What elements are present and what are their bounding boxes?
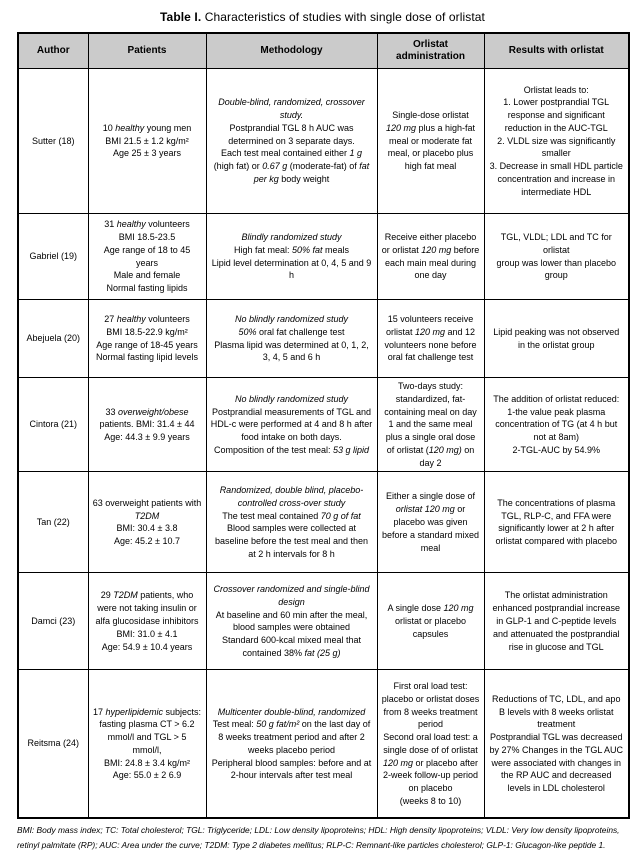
column-header-results: Results with orlistat — [484, 33, 629, 69]
cell-author: Reitsma (24) — [18, 670, 88, 819]
cell-administration: Receive either placebo or orlistat 120 mg before each main meal during one day — [377, 214, 484, 300]
cell-author: Tan (22) — [18, 472, 88, 573]
cell-patients: 31 healthy volunteers BMI 18.5-23.5 Age range of 18 to 45 years Male and female Normal fasting lipids — [88, 214, 206, 300]
table-row — [18, 573, 629, 670]
column-header-orlistat-administration: Orlistat administration — [377, 33, 484, 69]
cell-results: Lipid peaking was not observed in the orlistat group — [484, 300, 629, 378]
cell-patients: 63 overweight patients with T2DM BMI: 30.4 ± 3.8 Age: 45.2 ± 10.7 — [88, 472, 206, 573]
cell-patients: 17 hyperlipidemic subjects: fasting plasma CT > 6.2 mmol/l and TGL > 5 mmol/l, BMI: 24.8 ± 3.4 kg/m² Age: 55.0 ± 2 6.9 — [88, 670, 206, 819]
table-row — [18, 300, 629, 378]
table-row — [18, 378, 629, 472]
cell-author: Sutter (18) — [18, 69, 88, 214]
cell-methodology: Randomized, double blind, placebo-controlled cross-over study The test meal contained 70 g of fat Blood samples were collected at baseline before the test meal and then at 2 h intervals for 8 h — [206, 472, 377, 573]
table-header — [18, 33, 629, 69]
column-header-author: Author — [18, 33, 88, 69]
cell-methodology: No blindly randomized study 50% oral fat challenge test Plasma lipid was determined at 0, 1, 2, 3, 4, 5 and 6 h — [206, 300, 377, 378]
abbreviations-footnote: BMI: Body mass index; TC: Total cholesterol; TGL: Triglyceride; LDL: Low density lipoproteins; HDL: High density lipoproteins; VLDL: Very low density lipoproteins, retinyl palmitate (RP); AUC: Area under the curve; T2DM: Type 2 diabetes mellitus; RLP-C: Remnant-like particles cholesterol; GLP-1: Glucagon-like peptide 1. — [17, 825, 620, 851]
cell-author: Cintora (21) — [18, 378, 88, 472]
table-body — [18, 69, 629, 819]
cell-administration: First oral load test: placebo or orlistat doses from 8 weeks treatment period Second oral load test: a single dose of of orlistat 120 mg or placebo after 2-week follow-up period on placebo (weeks 8 to 10) — [377, 670, 484, 819]
cell-results: The addition of orlistat reduced: 1-the value peak plasma concentration of TG (at 4 h but not at 8am) 2-TGL-AUC by 54.9% — [484, 378, 629, 472]
column-header-patients: Patients — [88, 33, 206, 69]
cell-results: Reductions of TC, LDL, and apo B levels with 8 weeks orlistat treatment Postprandial TGL was decreased by 27% Changes in the TGL AUC were associated with changes in the RP AUC and decreased levels in LDL cholesterol — [484, 670, 629, 819]
cell-results: The concentrations of plasma TGL, RLP-C, and FFA were significantly lower at 2 h after orlistat compared with placebo — [484, 472, 629, 573]
cell-author: Damci (23) — [18, 573, 88, 670]
cell-patients: 27 healthy volunteers BMI 18.5-22.9 kg/m² Age range of 18-45 years Normal fasting lipid levels — [88, 300, 206, 378]
cell-author: Abejuela (20) — [18, 300, 88, 378]
column-header-methodology: Methodology — [206, 33, 377, 69]
cell-author: Gabriel (19) — [18, 214, 88, 300]
cell-administration: Either a single dose of orlistat 120 mg or placebo was given before a standard mixed meal — [377, 472, 484, 573]
table-row — [18, 472, 629, 573]
cell-methodology: No blindly randomized study Postprandial measurements of TGL and HDL-c were performed at 4 and 8 h after food intake on both days. Composition of the test meal: 53 g lipid — [206, 378, 377, 472]
cell-administration: 15 volunteers receive orlistat 120 mg and 12 volunteers none before oral fat challenge test — [377, 300, 484, 378]
table-title-label: Table I. — [160, 10, 202, 24]
studies-table — [17, 32, 630, 819]
table-row — [18, 670, 629, 819]
cell-patients: 10 healthy young men BMI 21.5 ± 1.2 kg/m² Age 25 ± 3 years — [88, 69, 206, 214]
cell-administration: Single-dose orlistat 120 mg plus a high-fat meal or moderate fat meal, or placebo plus high fat meal — [377, 69, 484, 214]
cell-results: TGL, VLDL; LDL and TC for orlistat group was lower than placebo group — [484, 214, 629, 300]
cell-methodology: Blindly randomized study High fat meal: 50% fat meals Lipid level determination at 0, 4, 5 and 9 h — [206, 214, 377, 300]
cell-administration: A single dose 120 mg orlistat or placebo capsules — [377, 573, 484, 670]
cell-results: Orlistat leads to: 1. Lower postprandial TGL response and significant reduction in the AUC-TGL 2. VLDL size was significantly smaller 3. Decrease in small HDL particle concentration and increase in intermediate HDL — [484, 69, 629, 214]
cell-methodology: Multicenter double-blind, randomized Test meal: 50 g fat/m² on the last day of 8 weeks treatment period and after 2 weeks placebo period Peripheral blood samples: before and at 2-hour intervals after test meal — [206, 670, 377, 819]
cell-patients: 33 overweight/obese patients. BMI: 31.4 ± 44 Age: 44.3 ± 9.9 years — [88, 378, 206, 472]
cell-administration: Two-days study: standardized, fat-containing meal on day 1 and the same meal plus a single oral dose of orlistat (120 mg) on day 2 — [377, 378, 484, 472]
table-title — [17, 10, 628, 24]
table-title-text: Characteristics of studies with single dose of orlistat — [201, 10, 485, 24]
table-row — [18, 214, 629, 300]
cell-patients: 29 T2DM patients, who were not taking insulin or alfa glucosidase inhibitors BMI: 31.0 ± 4.1 Age: 54.9 ± 10.4 years — [88, 573, 206, 670]
cell-methodology: Double-blind, randomized, crossover study. Postprandial TGL 8 h AUC was determined on 3 separate days. Each test meal contained either 1 g (high fat) or 0.67 g (moderate-fat) of fat per kg body weight — [206, 69, 377, 214]
cell-methodology: Crossover randomized and single-blind design At baseline and 60 min after the meal, blood samples were obtained Standard 600-kcal mixed meal that contained 38% fat (25 g) — [206, 573, 377, 670]
cell-results: The orlistat administration enhanced postprandial increase in GLP-1 and C-peptide levels and attenuated the postprandial rise in glucose and TGL — [484, 573, 629, 670]
table-row — [18, 69, 629, 214]
